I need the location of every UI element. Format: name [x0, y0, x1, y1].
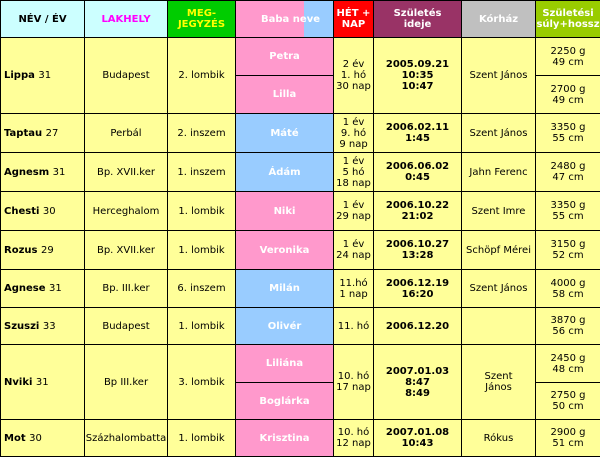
birth-measures: [536, 270, 600, 308]
header-row: [1, 1, 600, 38]
cell-text: 18 nap: [336, 178, 371, 189]
cell-text: 1 év: [343, 200, 365, 211]
baby-name: [236, 114, 334, 153]
residence: [85, 231, 168, 270]
hospital: [462, 153, 536, 192]
cell-text: Petra: [269, 51, 300, 62]
cell-text: Szent: [484, 371, 512, 382]
cell-text: Bp. XVII.ker: [97, 245, 155, 256]
cell-text: 1 év: [343, 156, 365, 167]
table-row: [1, 114, 600, 153]
birth-time: [374, 38, 462, 114]
residence: [85, 153, 168, 192]
mother-name: [1, 270, 85, 308]
note: [168, 345, 236, 420]
cell-text: 2. lombik: [178, 70, 224, 81]
cell-text: Lippa: [4, 70, 35, 81]
cell-text: Niki: [274, 206, 296, 217]
cell-text: 2006.12.19: [386, 278, 449, 289]
mother-name: [1, 114, 85, 153]
cell-text: 1. lombik: [178, 321, 224, 332]
birth-measures: [536, 192, 600, 231]
note: [168, 38, 236, 114]
cell-text: 29 nap: [336, 211, 371, 222]
cell-text: 2006.12.20: [386, 321, 449, 332]
cell-text: Jahn Ferenc: [469, 167, 527, 178]
cell-text: 56 cm: [552, 326, 583, 337]
cell-text: 9. hó: [341, 128, 366, 139]
cell-text: Szent János: [470, 283, 528, 294]
note: [168, 114, 236, 153]
cell-text: 16:20: [402, 289, 434, 300]
child-age: [334, 231, 374, 270]
cell-text: 2005.09.21: [386, 59, 449, 70]
cell-text: 12 nap: [336, 438, 371, 449]
birth-time: [374, 308, 462, 345]
cell-text: 3150 g: [551, 239, 586, 250]
mother-name: [1, 192, 85, 231]
note: [168, 420, 236, 457]
cell-text: Agnese: [4, 283, 46, 294]
table-row: [1, 308, 600, 345]
cell-text: 8:47: [405, 377, 430, 388]
mother-name: [1, 38, 85, 114]
mother-name: [1, 308, 85, 345]
cell-text: 10. hó: [338, 427, 370, 438]
cell-text: Szuszi: [4, 321, 39, 332]
cell-text: 31: [49, 283, 62, 294]
cell-text: Rókus: [484, 433, 514, 444]
cell-text: 2007.01.03: [386, 366, 449, 377]
cell-text: 2006.10.27: [386, 239, 449, 250]
birth-time: [374, 345, 462, 420]
cell-text: 50 cm: [552, 401, 583, 412]
cell-text: 1 nap: [339, 289, 367, 300]
cell-text: 1. lombik: [178, 206, 224, 217]
cell-text: Százhalombatta: [86, 433, 167, 444]
residence: [85, 38, 168, 114]
cell-text: 2006.10.22: [386, 200, 449, 211]
cell-text: Bp. XVII.ker: [97, 167, 155, 178]
cell-text: Szent János: [470, 70, 528, 81]
header-name: NÉV / ÉV: [1, 1, 85, 38]
note: [168, 308, 236, 345]
baby-name: [236, 231, 334, 270]
cell-text: Agnesm: [4, 167, 49, 178]
birth-time: [374, 270, 462, 308]
cell-text: Veronika: [260, 245, 310, 256]
mother-name: [1, 345, 85, 420]
cell-text: 5 hó: [343, 167, 365, 178]
cell-text: 49 cm: [552, 95, 583, 106]
cell-text: 1 év: [343, 239, 365, 250]
birth-measures: [536, 76, 600, 114]
birth-time: [374, 114, 462, 153]
cell-text: 4000 g: [551, 278, 586, 289]
cell-text: 30 nap: [336, 81, 371, 92]
cell-text: 6. inszem: [177, 283, 225, 294]
birth-measures: [536, 308, 600, 345]
cell-text: 1 év: [343, 117, 365, 128]
cell-text: Schöpf Mérei: [466, 245, 531, 256]
table-row: [1, 420, 600, 457]
hospital: [462, 270, 536, 308]
cell-text: Chesti: [4, 206, 39, 217]
baby-name: [236, 38, 334, 76]
cell-text: 1. hó: [341, 70, 366, 81]
residence: [85, 192, 168, 231]
cell-text: 24 nap: [336, 250, 371, 261]
header-hospital: Kórház: [462, 1, 536, 38]
cell-text: 1. inszem: [177, 167, 225, 178]
table-row: [1, 153, 600, 192]
cell-text: 47 cm: [552, 172, 583, 183]
cell-text: János: [485, 382, 512, 393]
cell-text: 2450 g: [551, 353, 586, 364]
baby-name: [236, 270, 334, 308]
child-age: [334, 308, 374, 345]
cell-text: 48 cm: [552, 364, 583, 375]
birth-time: [374, 420, 462, 457]
birth-time: [374, 231, 462, 270]
note: [168, 192, 236, 231]
hospital: [462, 231, 536, 270]
cell-text: 52 cm: [552, 250, 583, 261]
cell-text: 17 nap: [336, 382, 371, 393]
cell-text: 30: [29, 433, 42, 444]
cell-text: 2480 g: [551, 161, 586, 172]
cell-text: Olivér: [268, 321, 302, 332]
baby-name: [236, 345, 334, 383]
cell-text: Szent Imre: [472, 206, 526, 217]
child-age: [334, 38, 374, 114]
header-baby-name: Baba neve: [236, 1, 334, 38]
cell-text: 0:45: [405, 172, 430, 183]
hospital: [462, 420, 536, 457]
cell-text: 51 cm: [552, 438, 583, 449]
birth-measures: [536, 231, 600, 270]
header-measures: Születési súly+hossz: [536, 1, 600, 38]
cell-text: Lilla: [273, 89, 296, 100]
cell-text: Budapest: [102, 70, 149, 81]
cell-text: 2900 g: [551, 427, 586, 438]
birth-measures: [536, 153, 600, 192]
cell-text: 31: [36, 377, 49, 388]
cell-text: Nviki: [4, 377, 32, 388]
residence: [85, 345, 168, 420]
cell-text: Perbál: [110, 128, 141, 139]
cell-text: 49 cm: [552, 57, 583, 68]
cell-text: 8:49: [405, 388, 430, 399]
cell-text: 11.hó: [339, 278, 367, 289]
cell-text: 10:47: [402, 81, 434, 92]
hospital: [462, 38, 536, 114]
baby-name: [236, 76, 334, 114]
baby-name: [236, 383, 334, 420]
header-note: MEG- JEGYZÉS: [168, 1, 236, 38]
mother-name: [1, 420, 85, 457]
mother-name: [1, 153, 85, 192]
mother-name: [1, 231, 85, 270]
cell-text: 2250 g: [551, 46, 586, 57]
birth-measures: [536, 345, 600, 383]
header-age: HÉT + NAP: [334, 1, 374, 38]
cell-text: 1:45: [405, 133, 430, 144]
cell-text: Boglárka: [259, 396, 309, 407]
cell-text: 10:35: [402, 70, 434, 81]
cell-text: 2 év: [343, 59, 365, 70]
hospital: [462, 114, 536, 153]
cell-text: 55 cm: [552, 133, 583, 144]
cell-text: 11. hó: [338, 321, 370, 332]
birth-time: [374, 192, 462, 231]
cell-text: Szent János: [470, 128, 528, 139]
note: [168, 270, 236, 308]
cell-text: 10:43: [402, 438, 434, 449]
child-age: [334, 153, 374, 192]
birth-time: [374, 153, 462, 192]
baby-name: [236, 153, 334, 192]
cell-text: 3870 g: [551, 315, 586, 326]
cell-text: 9 nap: [339, 139, 367, 150]
header-birth-time: Születés ideje: [374, 1, 462, 38]
cell-text: Rozus: [4, 245, 37, 256]
cell-text: 1. lombik: [178, 245, 224, 256]
hospital: [462, 308, 536, 345]
birth-measures: [536, 114, 600, 153]
note: [168, 153, 236, 192]
cell-text: Taptau: [4, 128, 42, 139]
cell-text: 27: [46, 128, 59, 139]
cell-text: 31: [38, 70, 51, 81]
cell-text: Bp. III.ker: [102, 283, 149, 294]
birth-measures: [536, 383, 600, 420]
cell-text: 55 cm: [552, 211, 583, 222]
child-age: [334, 114, 374, 153]
table-row: [1, 345, 600, 383]
baby-name: [236, 308, 334, 345]
birth-measures: [536, 38, 600, 76]
hospital: [462, 345, 536, 420]
child-age: [334, 420, 374, 457]
cell-text: Budapest: [102, 321, 149, 332]
cell-text: 2750 g: [551, 390, 586, 401]
cell-text: 31: [53, 167, 66, 178]
cell-text: Milán: [269, 283, 300, 294]
cell-text: 21:02: [402, 211, 434, 222]
cell-text: 29: [41, 245, 54, 256]
table-row: [1, 192, 600, 231]
cell-text: 13:28: [402, 250, 434, 261]
cell-text: 33: [43, 321, 56, 332]
cell-text: Ádám: [268, 167, 300, 178]
cell-text: 2006.06.02: [386, 161, 449, 172]
cell-text: 2006.02.11: [386, 122, 449, 133]
baby-name: [236, 192, 334, 231]
baby-name: [236, 420, 334, 457]
cell-text: Máté: [270, 128, 298, 139]
cell-text: 2700 g: [551, 84, 586, 95]
cell-text: 2. inszem: [177, 128, 225, 139]
cell-text: 10. hó: [338, 371, 370, 382]
cell-text: 2007.01.08: [386, 427, 449, 438]
residence: [85, 114, 168, 153]
cell-text: 3350 g: [551, 200, 586, 211]
child-age: [334, 192, 374, 231]
cell-text: 58 cm: [552, 289, 583, 300]
residence: [85, 420, 168, 457]
cell-text: 3. lombik: [178, 377, 224, 388]
cell-text: 3350 g: [551, 122, 586, 133]
cell-text: Liliána: [266, 358, 303, 369]
cell-text: 1. lombik: [178, 433, 224, 444]
header-place: LAKHELY: [85, 1, 168, 38]
cell-text: Bp III.ker: [104, 377, 148, 388]
residence: [85, 270, 168, 308]
table-row: [1, 270, 600, 308]
note: [168, 231, 236, 270]
residence: [85, 308, 168, 345]
table-row: [1, 38, 600, 76]
child-age: [334, 345, 374, 420]
birth-measures: [536, 420, 600, 457]
cell-text: Mot: [4, 433, 26, 444]
cell-text: 30: [43, 206, 56, 217]
child-age: [334, 270, 374, 308]
cell-text: Herceghalom: [93, 206, 160, 217]
cell-text: Krisztina: [260, 433, 310, 444]
table-row: [1, 231, 600, 270]
hospital: [462, 192, 536, 231]
